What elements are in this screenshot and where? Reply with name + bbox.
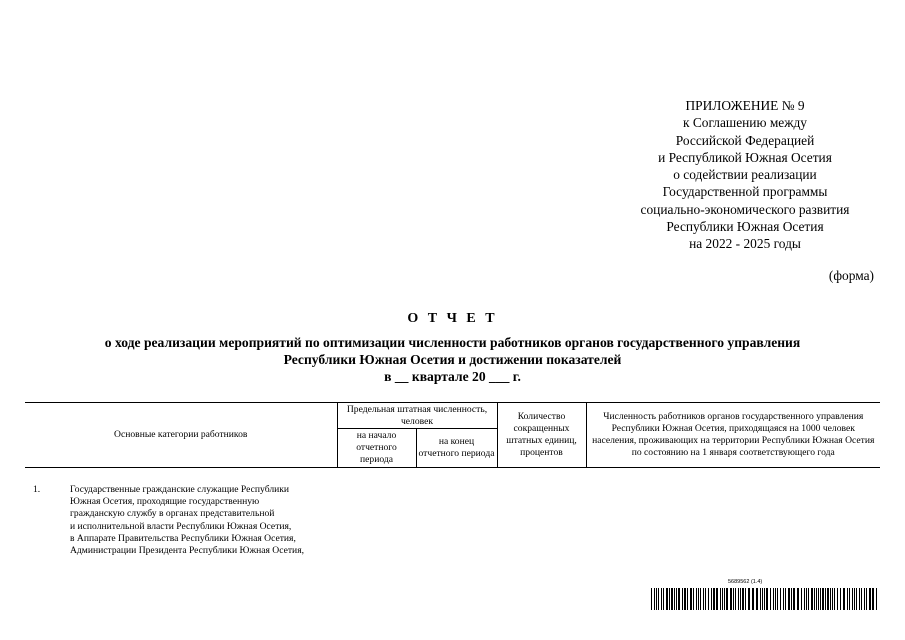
row-number: 1. xyxy=(33,484,41,495)
barcode-bar xyxy=(713,588,715,610)
barcode-bar xyxy=(764,588,765,610)
annex-line-3: Российской Федерацией xyxy=(675,132,815,148)
report-table-header xyxy=(25,402,880,468)
barcode-bar xyxy=(785,588,786,610)
barcode-bar xyxy=(696,588,697,610)
report-title: О Т Ч Е Т xyxy=(407,311,498,326)
barcode-bar xyxy=(720,588,721,610)
barcode-bar xyxy=(827,588,829,610)
annex-line-8: Республики Южная Осетия xyxy=(666,219,824,235)
barcode-bar xyxy=(783,588,784,610)
barcode-bar xyxy=(656,588,657,610)
barcode-bar xyxy=(832,588,833,610)
barcode-bar xyxy=(748,588,750,610)
barcode-bar xyxy=(663,588,664,610)
barcode-bar xyxy=(735,588,736,610)
barcode-bar xyxy=(654,588,655,610)
barcode-bar xyxy=(682,588,683,610)
barcode-bar xyxy=(703,588,704,610)
barcode-bar xyxy=(820,588,821,610)
annex-heading xyxy=(600,97,890,253)
barcode-bar xyxy=(830,588,831,610)
annex-line-2: к Соглашению между xyxy=(682,115,808,131)
barcode-bar xyxy=(733,588,734,610)
barcode-bar xyxy=(766,588,768,610)
barcode-bar xyxy=(661,588,662,610)
row-text-line-5: в Аппарате Правительства Республики Южная Осетия, xyxy=(70,532,296,544)
barcode-bar xyxy=(658,588,659,610)
barcode-bar xyxy=(770,588,771,610)
barcode-number: 5689562 (1.4) xyxy=(728,579,763,585)
report-subtitle xyxy=(0,334,905,385)
barcode-bar xyxy=(671,588,673,610)
forma-label: (форма) xyxy=(828,268,874,283)
report-subtitle-line-3: в __ квартале 20 ___ г. xyxy=(384,369,521,384)
header-limit-start: на начало отчетного периода xyxy=(337,429,416,468)
barcode-bar xyxy=(814,588,815,610)
barcode-bar xyxy=(669,588,670,610)
barcode-bar xyxy=(724,588,725,610)
barcode-bar xyxy=(852,588,853,610)
barcode-bar xyxy=(834,588,835,610)
barcode-bar xyxy=(687,588,688,610)
row-category-text xyxy=(70,484,304,557)
annex-line-4: и Республикой Южная Осетия xyxy=(658,149,832,165)
barcode-bar xyxy=(666,588,668,610)
barcode-bar xyxy=(690,588,692,610)
barcode-bar xyxy=(822,588,824,610)
annex-line-6: Государственной программы xyxy=(662,184,828,200)
barcode-bar xyxy=(808,588,809,610)
barcode-bar xyxy=(849,588,850,610)
barcode-bar xyxy=(752,588,754,610)
annex-line-1: ПРИЛОЖЕНИЕ № 9 xyxy=(685,98,805,113)
barcode-bar xyxy=(801,588,802,610)
barcode-bar xyxy=(705,588,706,610)
barcode-bar xyxy=(711,588,712,610)
barcode-bar xyxy=(811,588,813,610)
barcode-bar xyxy=(861,588,862,610)
barcode-bar xyxy=(651,588,652,610)
row-text-line-3: гражданскую службу в органах представительной xyxy=(70,508,275,520)
barcode-bar xyxy=(762,588,763,610)
barcode-bar xyxy=(872,588,874,610)
barcode-bar xyxy=(775,588,776,610)
barcode-bar xyxy=(843,588,845,610)
barcode-bar xyxy=(756,588,758,610)
barcode-bar xyxy=(742,588,744,610)
barcode-bar xyxy=(693,588,694,610)
barcode-bar xyxy=(866,588,867,610)
barcode-bar xyxy=(818,588,819,610)
barcode-bar xyxy=(869,588,871,610)
header-category: Основные категории работников xyxy=(25,403,337,468)
barcode-bar xyxy=(847,588,848,610)
barcode-bar xyxy=(793,588,795,610)
barcode-bar xyxy=(806,588,807,610)
barcode-bar xyxy=(740,588,741,610)
barcode-bar xyxy=(804,588,805,610)
barcode-bar xyxy=(856,588,857,610)
barcode-bar xyxy=(773,588,774,610)
barcode-bar xyxy=(674,588,675,610)
barcode-bar xyxy=(791,588,792,610)
barcode-bar xyxy=(738,588,739,610)
row-text-line-2: Южная Осетия, проходящие государственную xyxy=(70,496,260,508)
annex-line-7: социально-экономического развития xyxy=(640,201,850,217)
barcode-bar xyxy=(700,588,701,610)
barcode-bar xyxy=(837,588,838,610)
barcode-bar xyxy=(788,588,790,610)
header-per-thousand: Численность работников органов государственного управления Республики Южная Осетия, приходящаяся на 1000 человек населения, проживающих на территории Республики Южная Осетия по состоянию на 1 января соответствующего года xyxy=(586,403,880,468)
header-reduced: Количество сокращенных штатных единиц, процентов xyxy=(497,403,586,468)
header-limit-end: на конец отчетного периода xyxy=(416,429,497,468)
barcode-bar xyxy=(864,588,865,610)
barcode-bar xyxy=(708,588,709,610)
report-subtitle-line-2: Республики Южная Осетия и достижении показателей xyxy=(283,352,622,367)
barcode-bar xyxy=(797,588,799,610)
barcode-bar xyxy=(825,588,826,610)
row-text-line-6: Администрации Президента Республики Южная Осетия, xyxy=(70,545,305,557)
barcode-bar xyxy=(698,588,699,610)
barcode-bar xyxy=(859,588,860,610)
row-text-line-1: Государственные гражданские служащие Республики xyxy=(70,484,290,495)
barcode-bar xyxy=(716,588,718,610)
barcode-bar xyxy=(676,588,677,610)
barcode-image xyxy=(651,588,881,610)
barcode-bar xyxy=(722,588,723,610)
barcode-bar xyxy=(840,588,841,610)
barcode-bar xyxy=(684,588,686,610)
barcode-bar xyxy=(730,588,732,610)
row-text-line-4: и исполнительной власти Республики Южная Осетия, xyxy=(70,520,292,532)
barcode-bar xyxy=(745,588,746,610)
barcode-bar xyxy=(816,588,817,610)
barcode-bar xyxy=(760,588,761,610)
barcode-bar xyxy=(780,588,781,610)
barcode-bar xyxy=(854,588,855,610)
report-subtitle-line-1: о ходе реализации мероприятий по оптимизации численности работников органов государственного управления xyxy=(104,335,801,350)
barcode-bar xyxy=(876,588,877,610)
annex-line-5: о содействии реализации xyxy=(673,167,817,183)
header-limit: Предельная штатная численность, человек xyxy=(337,403,497,429)
annex-line-9: на 2022 - 2025 годы xyxy=(689,236,801,252)
barcode-bar xyxy=(726,588,728,610)
barcode-bar xyxy=(678,588,680,610)
barcode-bar xyxy=(777,588,778,610)
